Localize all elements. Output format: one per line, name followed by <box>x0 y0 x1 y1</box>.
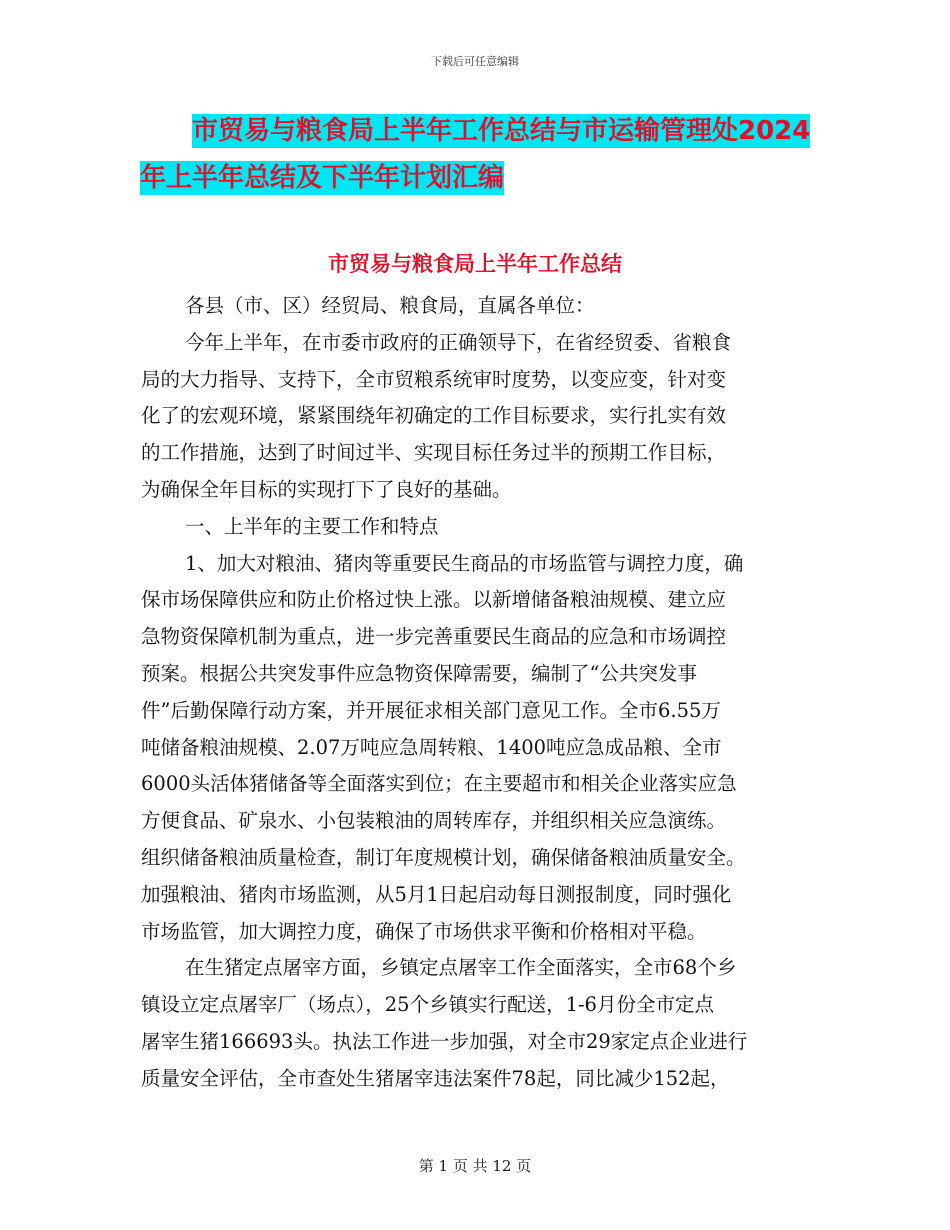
text-line: 件”后勤保障行动方案，并开展征求相关部门意见工作。全市6.55万 <box>141 698 721 722</box>
section-title: 市贸易与粮食局上半年工作总结 <box>328 252 622 276</box>
text-line: 市场监管，加大调控力度，确保了市场供求平衡和价格相对平稳。 <box>141 919 707 943</box>
text-line: 方便食品、矿泉水、小包装粮油的周转库存，并组织相关应急演练。 <box>141 809 727 833</box>
title-line-2: 年上半年总结及下半年计划汇编 <box>140 163 505 193</box>
text-line: 吨储备粮油规模、2.07万吨应急周转粮、1400吨应急成品粮、全市 <box>141 735 722 759</box>
header-note: 下载后可任意编辑 <box>431 55 519 68</box>
text-line: 局的大力指导、支持下，全市贸粮系统审时度势，以变应变，针对变 <box>141 367 727 391</box>
text-line: 1、加大对粮油、猪肉等重要民生商品的市场监管与调控力度，确 <box>185 551 744 575</box>
text-line: 今年上半年，在市委市政府的正确领导下，在省经贸委、省粮食 <box>185 330 732 354</box>
text-line: 在生猪定点屠宰方面，乡镇定点屠宰工作全面落实，全市68个乡 <box>185 956 737 980</box>
text-line: 的工作措施，达到了时间过半、实现目标任务过半的预期工作目标， <box>141 441 727 465</box>
text-line: 质量安全评估，全市查处生猪屠宰违法案件78起，同比减少152起， <box>141 1066 730 1090</box>
text-line: 6000头活体猪储备等全面落实到位；在主要超市和相关企业落实应急 <box>141 772 737 796</box>
text-line: 预案。根据公共突发事件应急物资保障需要，编制了“公共突发事 <box>141 661 697 685</box>
text-line: 各县（市、区）经贸局、粮食局，直属各单位： <box>185 294 595 317</box>
text-line: 组织储备粮油质量检查，制订年度规模计划，确保储备粮油质量安全。 <box>141 845 746 869</box>
body-text <box>141 288 813 1098</box>
text-line: 加强粮油、猪肉市场监测，从5月1日起启动每日测报制度，同时强化 <box>141 882 732 906</box>
text-line: 保市场保障供应和防止价格过快上涨。以新增储备粮油规模、建立应 <box>141 588 727 612</box>
text-line: 镇设立定点屠宰厂（场点），25个乡镇实行配送，1-6月份全市定点 <box>141 993 714 1017</box>
text-line: 为确保全年目标的实现打下了良好的基础。 <box>141 477 512 501</box>
text-line: 化了的宏观环境，紧紧围绕年初确定的工作目标要求，实行扎实有效 <box>141 404 727 428</box>
page-number: 第 1 页 共 12 页 <box>418 1157 532 1175</box>
title-line-1: 市贸易与粮食局上半年工作总结与市运输管理处2024 <box>192 116 811 146</box>
text-line: 屠宰生猪166693头。执法工作进一步加强，对全市29家定点企业进行 <box>141 1029 748 1053</box>
document-title <box>140 108 840 202</box>
text-line: 急物资保障机制为重点，进一步完善重要民生商品的应急和市场调控 <box>141 625 727 649</box>
text-line: 一、上半年的主要工作和特点 <box>185 514 439 538</box>
